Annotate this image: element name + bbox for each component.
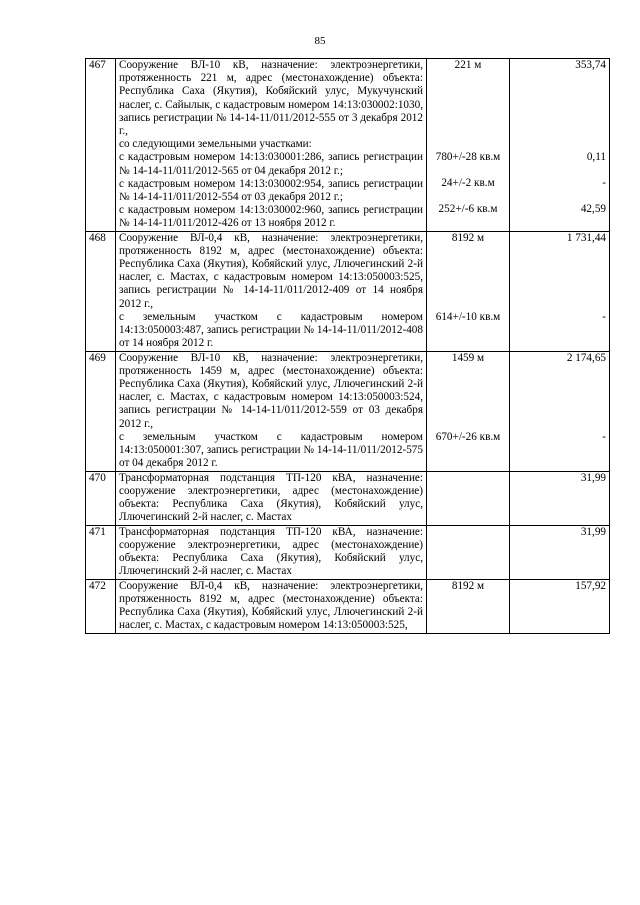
description-paragraph: Сооружение ВЛ-0,4 кВ, назначение: электроэнергетики, протяженность 8192 м, адрес (местонахождение) объекта: Республика Саха (Якутия), Кобяйский улус, Ллючегинский 2-й наслег, с. Мастах, с кадастровым номером 14:13:050003:525, запись регистрации № 14-14-11/011/2012-409 от 14 ноября 2012 г., bbox=[119, 231, 423, 310]
value-cell bbox=[510, 351, 610, 471]
cost-value: 31,99 bbox=[580, 525, 606, 538]
quantity-value: 8192 м bbox=[451, 579, 485, 592]
cost-value: 2 174,65 bbox=[566, 351, 606, 364]
quantity-cell bbox=[427, 59, 510, 232]
description-paragraph: Сооружение ВЛ-10 кВ, назначение: электроэнергетики, протяженность 1459 м, адрес (местонахождение) объекта: Республика Саха (Якутия), Кобяйский улус, Ллючегинский 2-й наслег, с. Мастах, с кадастровым номером 14:13:050003:524, запись регистрации № 14-14-11/011/2012-559 от 03 декабря 2012 г., bbox=[119, 351, 423, 430]
cost-value: 157,92 bbox=[575, 579, 606, 592]
description-paragraph: с кадастровым номером 14:13:030001:286, запись регистрации № 14-14-11/011/2012-565 от 04 декабря 2012 г.; bbox=[119, 151, 423, 177]
row-number: 472 bbox=[86, 579, 116, 633]
description-paragraph: Сооружение ВЛ-10 кВ, назначение: электроэнергетики, протяженность 221 м, адрес (местонахождение) объекта: Республика Саха (Якутия), Кобяйский улус, Мукучунский наслег, с. Сайылык, с кадастровым номером 14:13:030002:1030, запись регистрации № 14-14-11/011/2012-555 от 3 декабря 2012 г., bbox=[119, 59, 423, 138]
description-paragraph: со следующими земельными участками: bbox=[119, 138, 312, 151]
row-number: 468 bbox=[86, 231, 116, 351]
quantity-value: 780+/-28 кв.м bbox=[435, 151, 501, 163]
cost-value: - bbox=[602, 430, 606, 443]
cost-value: - bbox=[602, 177, 606, 189]
cost-value: 1 731,44 bbox=[566, 231, 606, 244]
quantity-cell bbox=[427, 471, 510, 525]
quantity-cell bbox=[427, 231, 510, 351]
quantity-cell bbox=[427, 525, 510, 579]
quantity-value: 670+/-26 кв.м bbox=[435, 430, 501, 443]
row-number: 471 bbox=[86, 525, 116, 579]
row-number: 469 bbox=[86, 351, 116, 471]
row-number: 470 bbox=[86, 471, 116, 525]
quantity-value: 1459 м bbox=[451, 351, 485, 364]
object-description-cell bbox=[116, 471, 427, 525]
value-cell bbox=[510, 525, 610, 579]
description-paragraph: с кадастровым номером 14:13:030002:960, запись регистрации № 14-14-11/011/2012-426 от 13 ноября 2012 г. bbox=[119, 204, 423, 230]
quantity-value bbox=[430, 472, 506, 525]
cost-value: 0,11 bbox=[586, 151, 606, 163]
table-row bbox=[86, 351, 610, 471]
quantity-cell bbox=[427, 579, 510, 633]
value-cell bbox=[510, 471, 610, 525]
object-description-cell bbox=[116, 579, 427, 633]
cost-value: 353,74 bbox=[575, 59, 606, 71]
row-number: 467 bbox=[86, 59, 116, 232]
value-cell bbox=[510, 579, 610, 633]
quantity-value: 221 м bbox=[454, 59, 482, 71]
cost-value bbox=[513, 138, 606, 151]
quantity-value bbox=[430, 526, 506, 579]
object-description-cell bbox=[116, 59, 427, 232]
description-paragraph: Сооружение ВЛ-0,4 кВ, назначение: электроэнергетики, протяженность 8192 м, адрес (местонахождение) объекта: Республика Саха (Якутия), Кобяйский улус, Ллючегинский 2-й наслег, с. Мастах, с кадастровым номером 14:13:050003:525, bbox=[119, 579, 423, 632]
object-description-cell bbox=[116, 231, 427, 351]
description-paragraph: с земельным участком с кадастровым номером 14:13:050003:487, запись регистрации № 14-14-11/011/2012-408 от 14 ноября 2012 г. bbox=[119, 310, 423, 350]
registry-table-body bbox=[86, 59, 610, 634]
description-paragraph: с кадастровым номером 14:13:030002:954, запись регистрации № 14-14-11/011/2012-554 от 03 декабря 2012 г.; bbox=[119, 177, 423, 204]
cost-value: - bbox=[602, 310, 606, 323]
table-row bbox=[86, 231, 610, 351]
quantity-value: 24+/-2 кв.м bbox=[441, 177, 495, 189]
registry-table bbox=[85, 58, 610, 634]
value-cell bbox=[510, 231, 610, 351]
table-row bbox=[86, 525, 610, 579]
object-description-cell bbox=[116, 525, 427, 579]
description-paragraph: Трансформаторная подстанция ТП-120 кВА, назначение: сооружение электроэнергетики, адрес (местонахождение) объекта: Республика Саха (Якутия), Кобяйский улус, Ллючегинский 2-й наслег, с. Мастах bbox=[119, 471, 423, 524]
quantity-cell bbox=[427, 351, 510, 471]
object-description-cell bbox=[116, 351, 427, 471]
description-paragraph: Трансформаторная подстанция ТП-120 кВА, назначение: сооружение электроэнергетики, адрес (местонахождение) объекта: Республика Саха (Якутия), Кобяйский улус, Ллючегинский 2-й наслег, с. Мастах bbox=[119, 525, 423, 578]
table-row bbox=[86, 471, 610, 525]
quantity-value bbox=[430, 138, 506, 151]
value-cell bbox=[510, 59, 610, 232]
cost-value: 42,59 bbox=[580, 203, 606, 215]
cost-value: 31,99 bbox=[580, 471, 606, 484]
table-row bbox=[86, 579, 610, 633]
quantity-value: 252+/-6 кв.м bbox=[438, 203, 498, 215]
quantity-value: 8192 м bbox=[451, 231, 485, 244]
quantity-value: 614+/-10 кв.м bbox=[435, 310, 501, 323]
description-paragraph: с земельным участком с кадастровым номером 14:13:050001:307, запись регистрации № 14-14-11/011/2012-575 от 04 декабря 2012 г. bbox=[119, 430, 423, 470]
page-number: 85 bbox=[314, 35, 326, 47]
table-row bbox=[86, 59, 610, 232]
